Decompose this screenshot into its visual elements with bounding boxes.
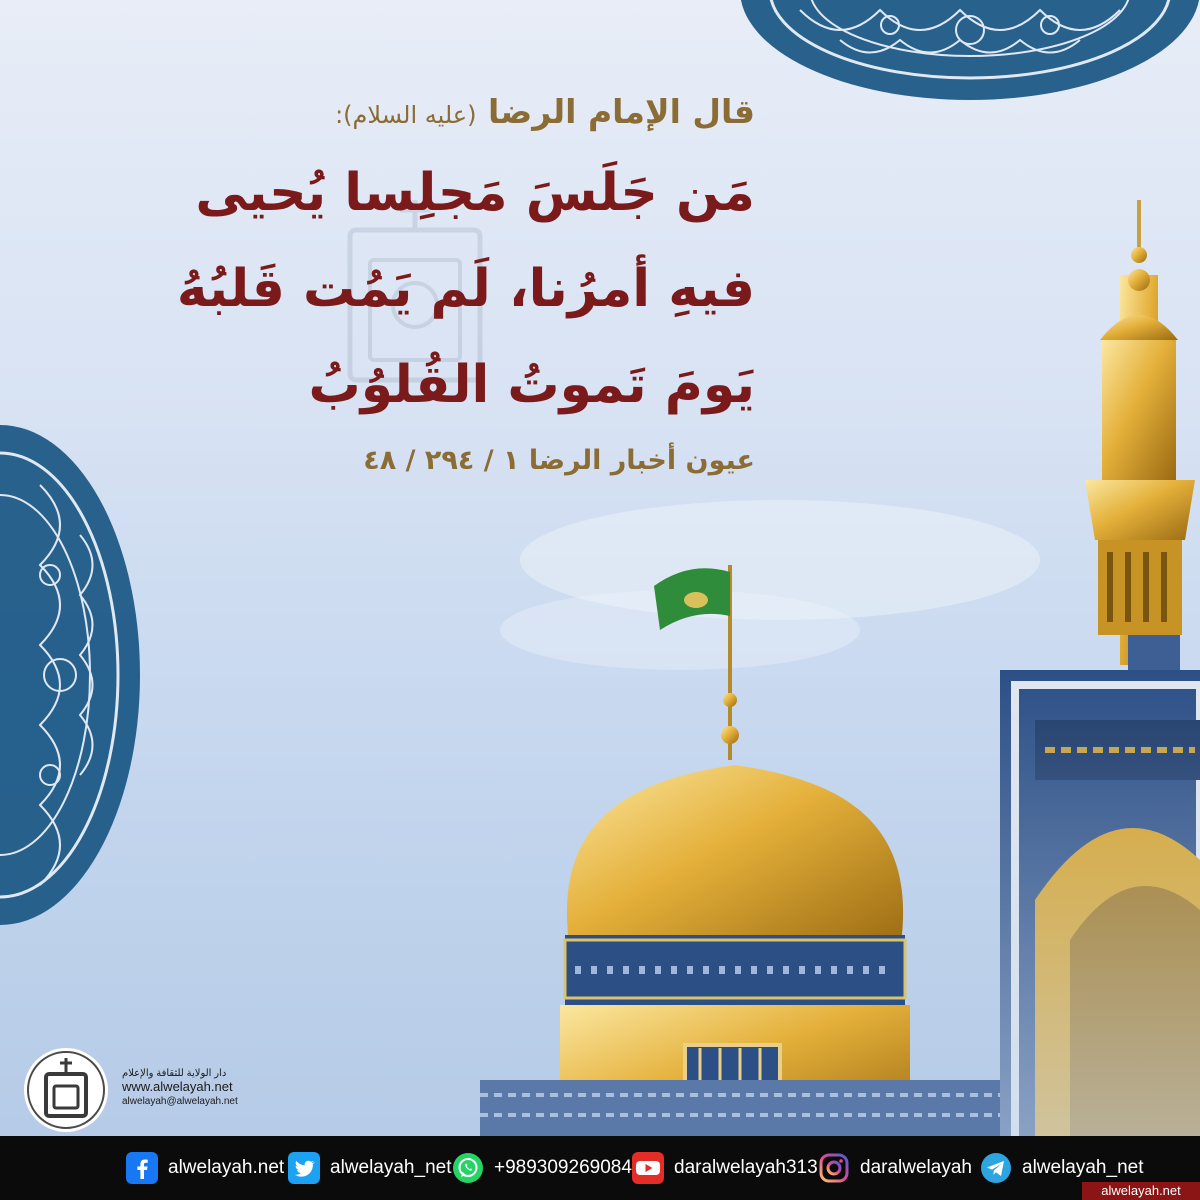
youtube-handle: daralwelayah313 [674, 1157, 818, 1178]
facebook-handle: alwelayah.net [168, 1157, 285, 1178]
brand-text [122, 1068, 238, 1109]
social-facebook[interactable] [126, 1152, 284, 1184]
quote-block [75, 88, 755, 476]
corner-tag[interactable]: alwelayah.net [1082, 1182, 1200, 1200]
brand-block [24, 1048, 238, 1132]
hadith-line-2: فيهِ أمرُنا، لَم يَمُت قَلبُهُ [176, 259, 755, 319]
social-whatsapp[interactable] [452, 1152, 632, 1184]
quote-speaker: قال الإمام الرضا [487, 92, 755, 131]
social-telegram[interactable] [980, 1152, 1143, 1184]
telegram-handle: alwelayah_net [1022, 1157, 1144, 1178]
social-footer [0, 1136, 1200, 1200]
quote-intro [75, 88, 755, 139]
youtube-icon [632, 1152, 664, 1184]
quote-salutation: (عليه السلام): [335, 101, 477, 129]
quote-source: عيون أخبار الرضا ١ / ٢٩٤ / ٤٨ [363, 445, 755, 476]
brand-email[interactable]: alwelayah@alwelayah.net [122, 1096, 238, 1107]
brand-name: دار الولاية للثقافة والإعلام [122, 1068, 227, 1079]
twitter-icon [288, 1152, 320, 1184]
hadith-line-1: مَن جَلَسَ مَجلِسا يُحيى [195, 163, 755, 223]
telegram-icon [980, 1152, 1012, 1184]
instagram-handle: daralwelayah [860, 1157, 972, 1178]
instagram-icon [818, 1152, 850, 1184]
twitter-handle: alwelayah_net [330, 1157, 452, 1178]
brand-website[interactable]: www.alwelayah.net [122, 1079, 233, 1094]
arabesque-pattern-left [0, 425, 140, 925]
arabesque-pattern-top [740, 0, 1200, 100]
social-youtube[interactable] [632, 1152, 818, 1184]
brand-logo [24, 1048, 108, 1132]
whatsapp-number: +989309269084 [494, 1157, 632, 1178]
social-instagram[interactable] [818, 1152, 972, 1184]
social-twitter[interactable] [288, 1152, 451, 1184]
whatsapp-icon [452, 1152, 484, 1184]
facebook-icon [126, 1152, 158, 1184]
hadith-line-3: يَومَ تَموتُ القُلوُبُ [308, 355, 755, 415]
